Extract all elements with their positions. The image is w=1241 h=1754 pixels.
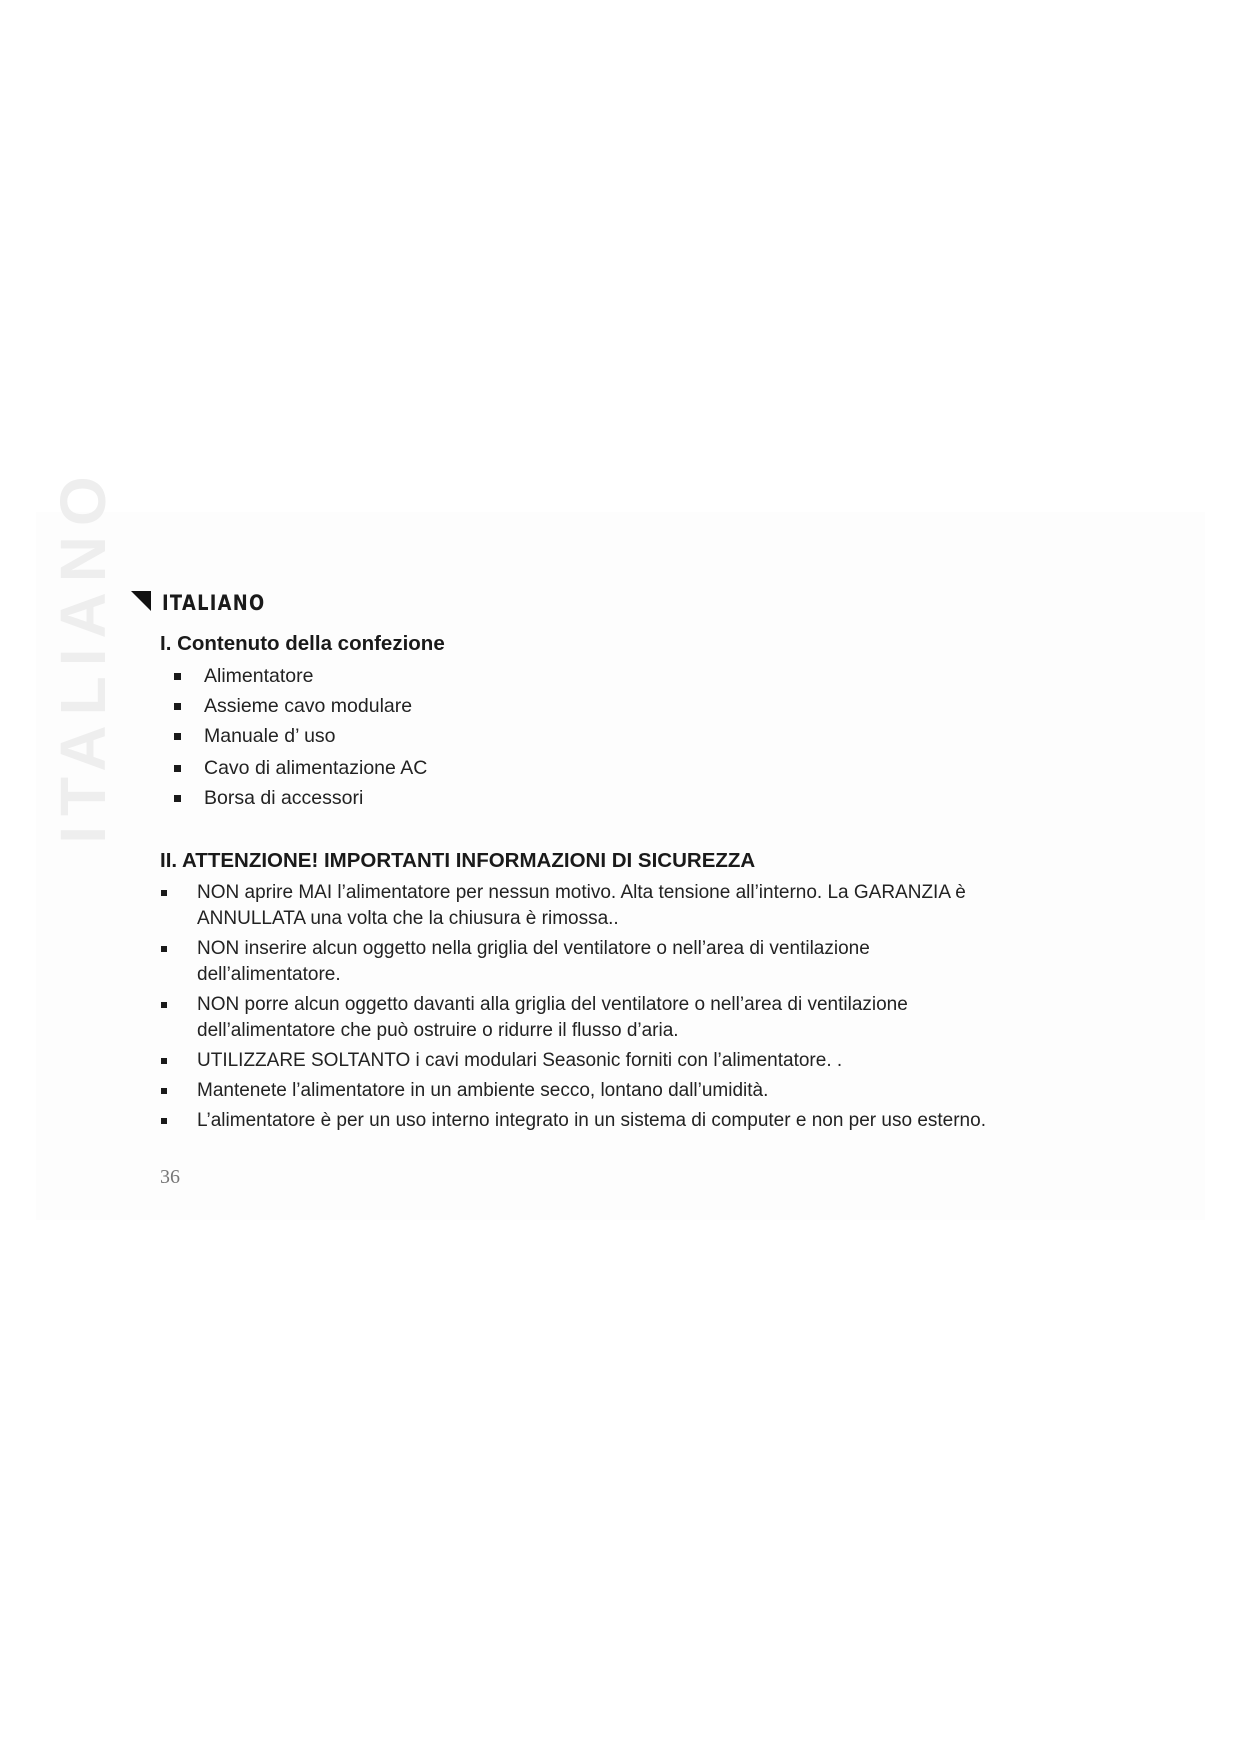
square-bullet-icon [161, 1002, 167, 1008]
square-bullet-icon [174, 673, 181, 680]
list-item [160, 691, 427, 721]
language-title: ITALIANO [162, 591, 266, 615]
section-safety-title: II. ATTENZIONE! IMPORTANTI INFORMAZIONI DI SICUREZZA [160, 849, 756, 872]
list-item [160, 1048, 1060, 1074]
list-item-text: Mantenete l’alimentatore in un ambiente secco, lontano dall’umidità. [197, 1080, 769, 1101]
list-item [160, 1078, 1060, 1104]
list-item-text: NON aprire MAI l’alimentatore per nessun motivo. Alta tensione all’interno. La GARANZIA è [197, 882, 966, 903]
list-item-text-continued: dell’alimentatore. [197, 964, 341, 985]
square-bullet-icon [161, 1058, 167, 1064]
language-heading [131, 589, 284, 617]
list-item [160, 936, 1060, 988]
list-item-text: Alimentatore [204, 665, 314, 687]
list-item [160, 783, 427, 813]
list-item-text-continued: ANNULLATA una volta che la chiusura è rimossa.. [197, 908, 619, 929]
list-item [160, 661, 427, 691]
side-language-tab-label: ITALIANO [47, 466, 119, 844]
square-bullet-icon [161, 1088, 167, 1094]
list-item-text-continued: dell’alimentatore che può ostruire o ridurre il flusso d’aria. [197, 1020, 679, 1041]
square-bullet-icon [174, 765, 181, 772]
list-item-text: Borsa di accessori [204, 787, 364, 809]
list-item [160, 721, 427, 751]
package-contents-list [160, 661, 427, 813]
square-bullet-icon [161, 890, 167, 896]
list-item-text: NON porre alcun oggetto davanti alla griglia del ventilatore o nell’area di ventilazione [197, 994, 908, 1015]
square-bullet-icon [174, 703, 181, 710]
list-item [160, 1108, 1060, 1134]
square-bullet-icon [174, 795, 181, 802]
square-bullet-icon [161, 1118, 167, 1124]
list-item-text: Manuale d’ uso [204, 725, 336, 747]
page-number: 36 [160, 1166, 180, 1188]
list-item [160, 992, 1060, 1044]
list-item-text: NON inserire alcun oggetto nella griglia del ventilatore o nell’area di ventilazione [197, 938, 870, 959]
section-package-contents-title: I. Contenuto della confezione [160, 632, 445, 655]
corner-triangle-icon [131, 591, 151, 611]
list-item [160, 880, 1060, 932]
side-language-tab [47, 466, 119, 844]
square-bullet-icon [174, 733, 181, 740]
safety-warnings-list [160, 880, 1060, 1138]
list-item-text: L’alimentatore è per un uso interno integrato in un sistema di computer e non per uso esterno. [197, 1110, 986, 1131]
list-item-text: Assieme cavo modulare [204, 695, 413, 717]
list-item [160, 753, 427, 783]
list-item-text: Cavo di alimentazione AC [204, 757, 428, 779]
square-bullet-icon [161, 946, 167, 952]
list-item-text: UTILIZZARE SOLTANTO i cavi modulari Seasonic forniti con l’alimentatore. . [197, 1050, 843, 1071]
